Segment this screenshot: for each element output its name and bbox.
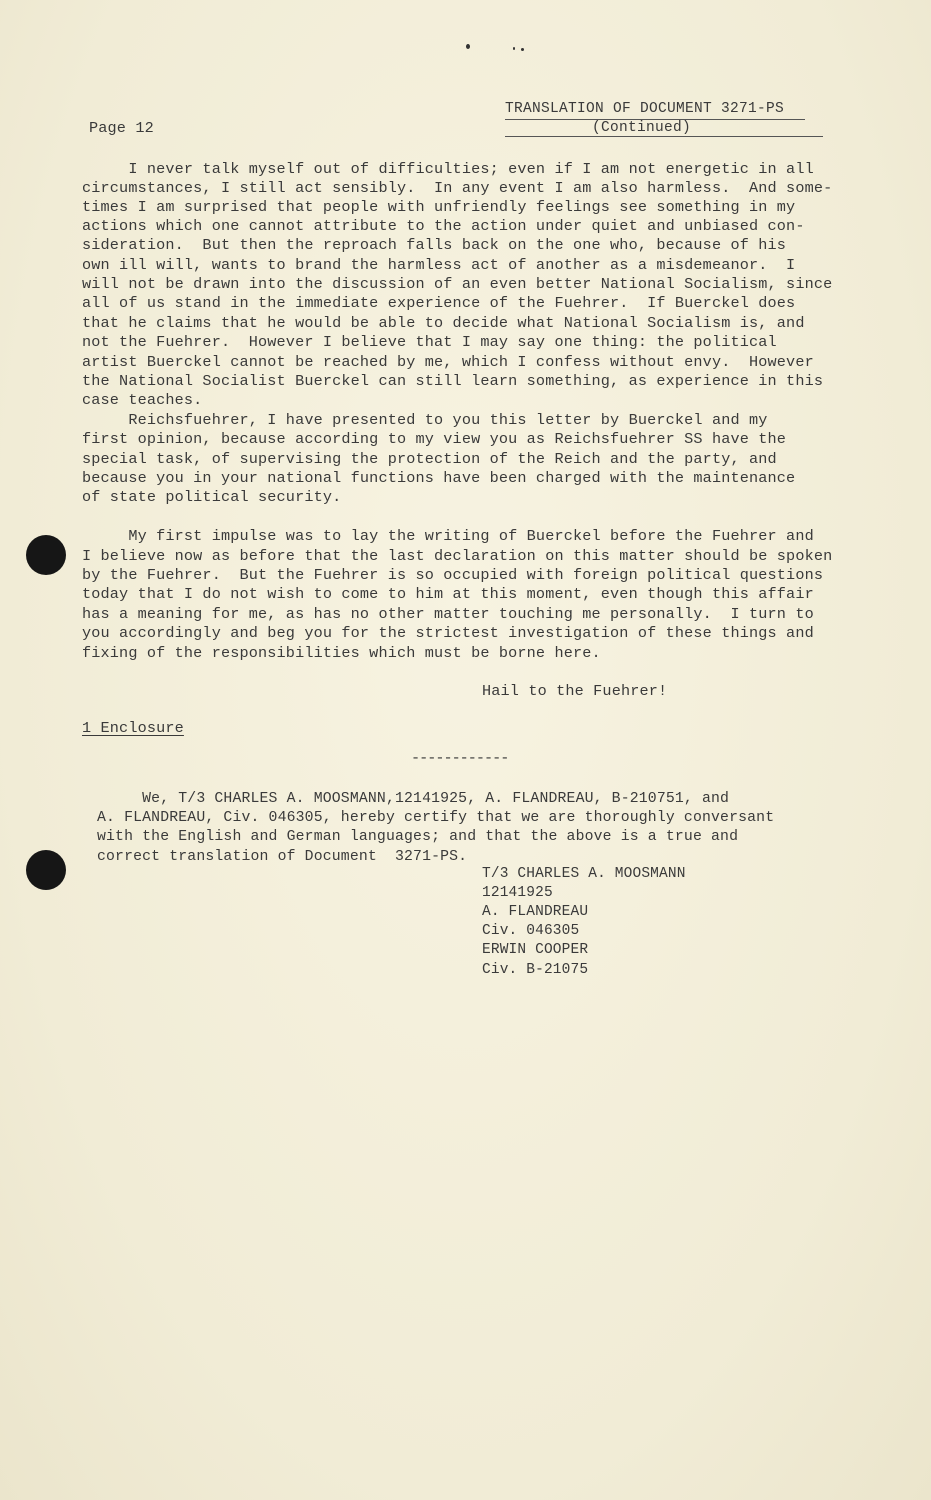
- text-line: special task, of supervising the protection of the Reich and the party, and: [82, 450, 777, 468]
- signature-line: T/3 CHARLES A. MOOSMANN: [482, 866, 686, 882]
- ink-speck: [513, 47, 515, 50]
- text-line: circumstances, I still act sensibly. In any event I am also harmless. And some-: [82, 179, 833, 197]
- text-line: case teaches.: [82, 391, 203, 409]
- text-line: own ill will, wants to brand the harmless act of another as a misdemeanor. I: [82, 256, 796, 274]
- text-line: I never talk myself out of difficulties; even if I am not energetic in all: [82, 160, 814, 178]
- text-line: because you in your national functions have been charged with the maintenance: [82, 469, 796, 487]
- ink-speck: [521, 48, 524, 51]
- text-line: actions which one cannot attribute to the action under quiet and unbiased con-: [82, 217, 805, 235]
- text-line: Reichsfuehrer, I have presented to you this letter by Buerckel and my: [82, 411, 768, 429]
- text-line: the National Socialist Buerckel can still learn something, as experience in this: [82, 372, 824, 390]
- binder-hole: [26, 850, 66, 890]
- text-line: of state political security.: [82, 488, 342, 506]
- text-line: I believe now as before that the last declaration on this matter should be spoken: [82, 547, 833, 565]
- signature-line: Civ. 046305: [482, 923, 580, 939]
- text-line: has a meaning for me, as has no other matter touching me personally. I turn to: [82, 605, 814, 623]
- subtitle-underline: [505, 136, 823, 137]
- signature-line: A. FLANDREAU: [482, 904, 589, 920]
- binder-hole: [26, 535, 66, 575]
- page-label: Page 12: [89, 119, 154, 137]
- text-line: not the Fuehrer. However I believe that I may say one thing: the political: [82, 333, 777, 351]
- cert-line: We, T/3 CHARLES A. MOOSMANN,12141925, A. FLANDREAU, B-210751, and: [97, 791, 730, 807]
- text-line: that he claims that he would be able to decide what National Socialism is, and: [82, 314, 805, 332]
- ink-speck: [466, 44, 470, 49]
- cert-line: A. FLANDREAU, Civ. 046305, hereby certify that we are thoroughly conversant: [97, 810, 775, 826]
- signature-line: Civ. B-21075: [482, 962, 589, 978]
- text-line: sideration. But then the reproach falls back on the one who, because of his: [82, 236, 787, 254]
- text-line: you accordingly and beg you for the strictest investigation of these things and: [82, 624, 814, 642]
- text-line: will not be drawn into the discussion of an even better National Socialism, since: [82, 275, 833, 293]
- closing-salutation: Hail to the Fuehrer!: [482, 682, 668, 700]
- signature-line: ERWIN COOPER: [482, 942, 589, 958]
- text-line: first opinion, because according to my view you as Reichsfuehrer SS have the: [82, 430, 787, 448]
- enclosure-note: 1 Enclosure: [82, 719, 184, 737]
- cert-line: correct translation of Document 3271-PS.: [97, 849, 468, 865]
- text-line: artist Buerckel cannot be reached by me, which I confess without envy. However: [82, 353, 814, 371]
- document-subtitle: (Continued): [592, 120, 692, 136]
- cert-line: with the English and German languages; and that the above is a true and: [97, 829, 739, 845]
- document-title: TRANSLATION OF DOCUMENT 3271-PS: [505, 101, 785, 117]
- separator-line: ------------: [411, 749, 509, 767]
- text-line: today that I do not wish to come to him at this moment, even though this affair: [82, 585, 814, 603]
- text-line: all of us stand in the immediate experience of the Fuehrer. If Buerckel does: [82, 294, 796, 312]
- text-line: times I am surprised that people with unfriendly feelings see something in my: [82, 198, 796, 216]
- text-line: fixing of the responsibilities which must be borne here.: [82, 644, 601, 662]
- text-line: by the Fuehrer. But the Fuehrer is so occupied with foreign political questions: [82, 566, 824, 584]
- text-line: My first impulse was to lay the writing of Buerckel before the Fuehrer and: [82, 527, 814, 545]
- signature-line: 12141925: [482, 885, 553, 901]
